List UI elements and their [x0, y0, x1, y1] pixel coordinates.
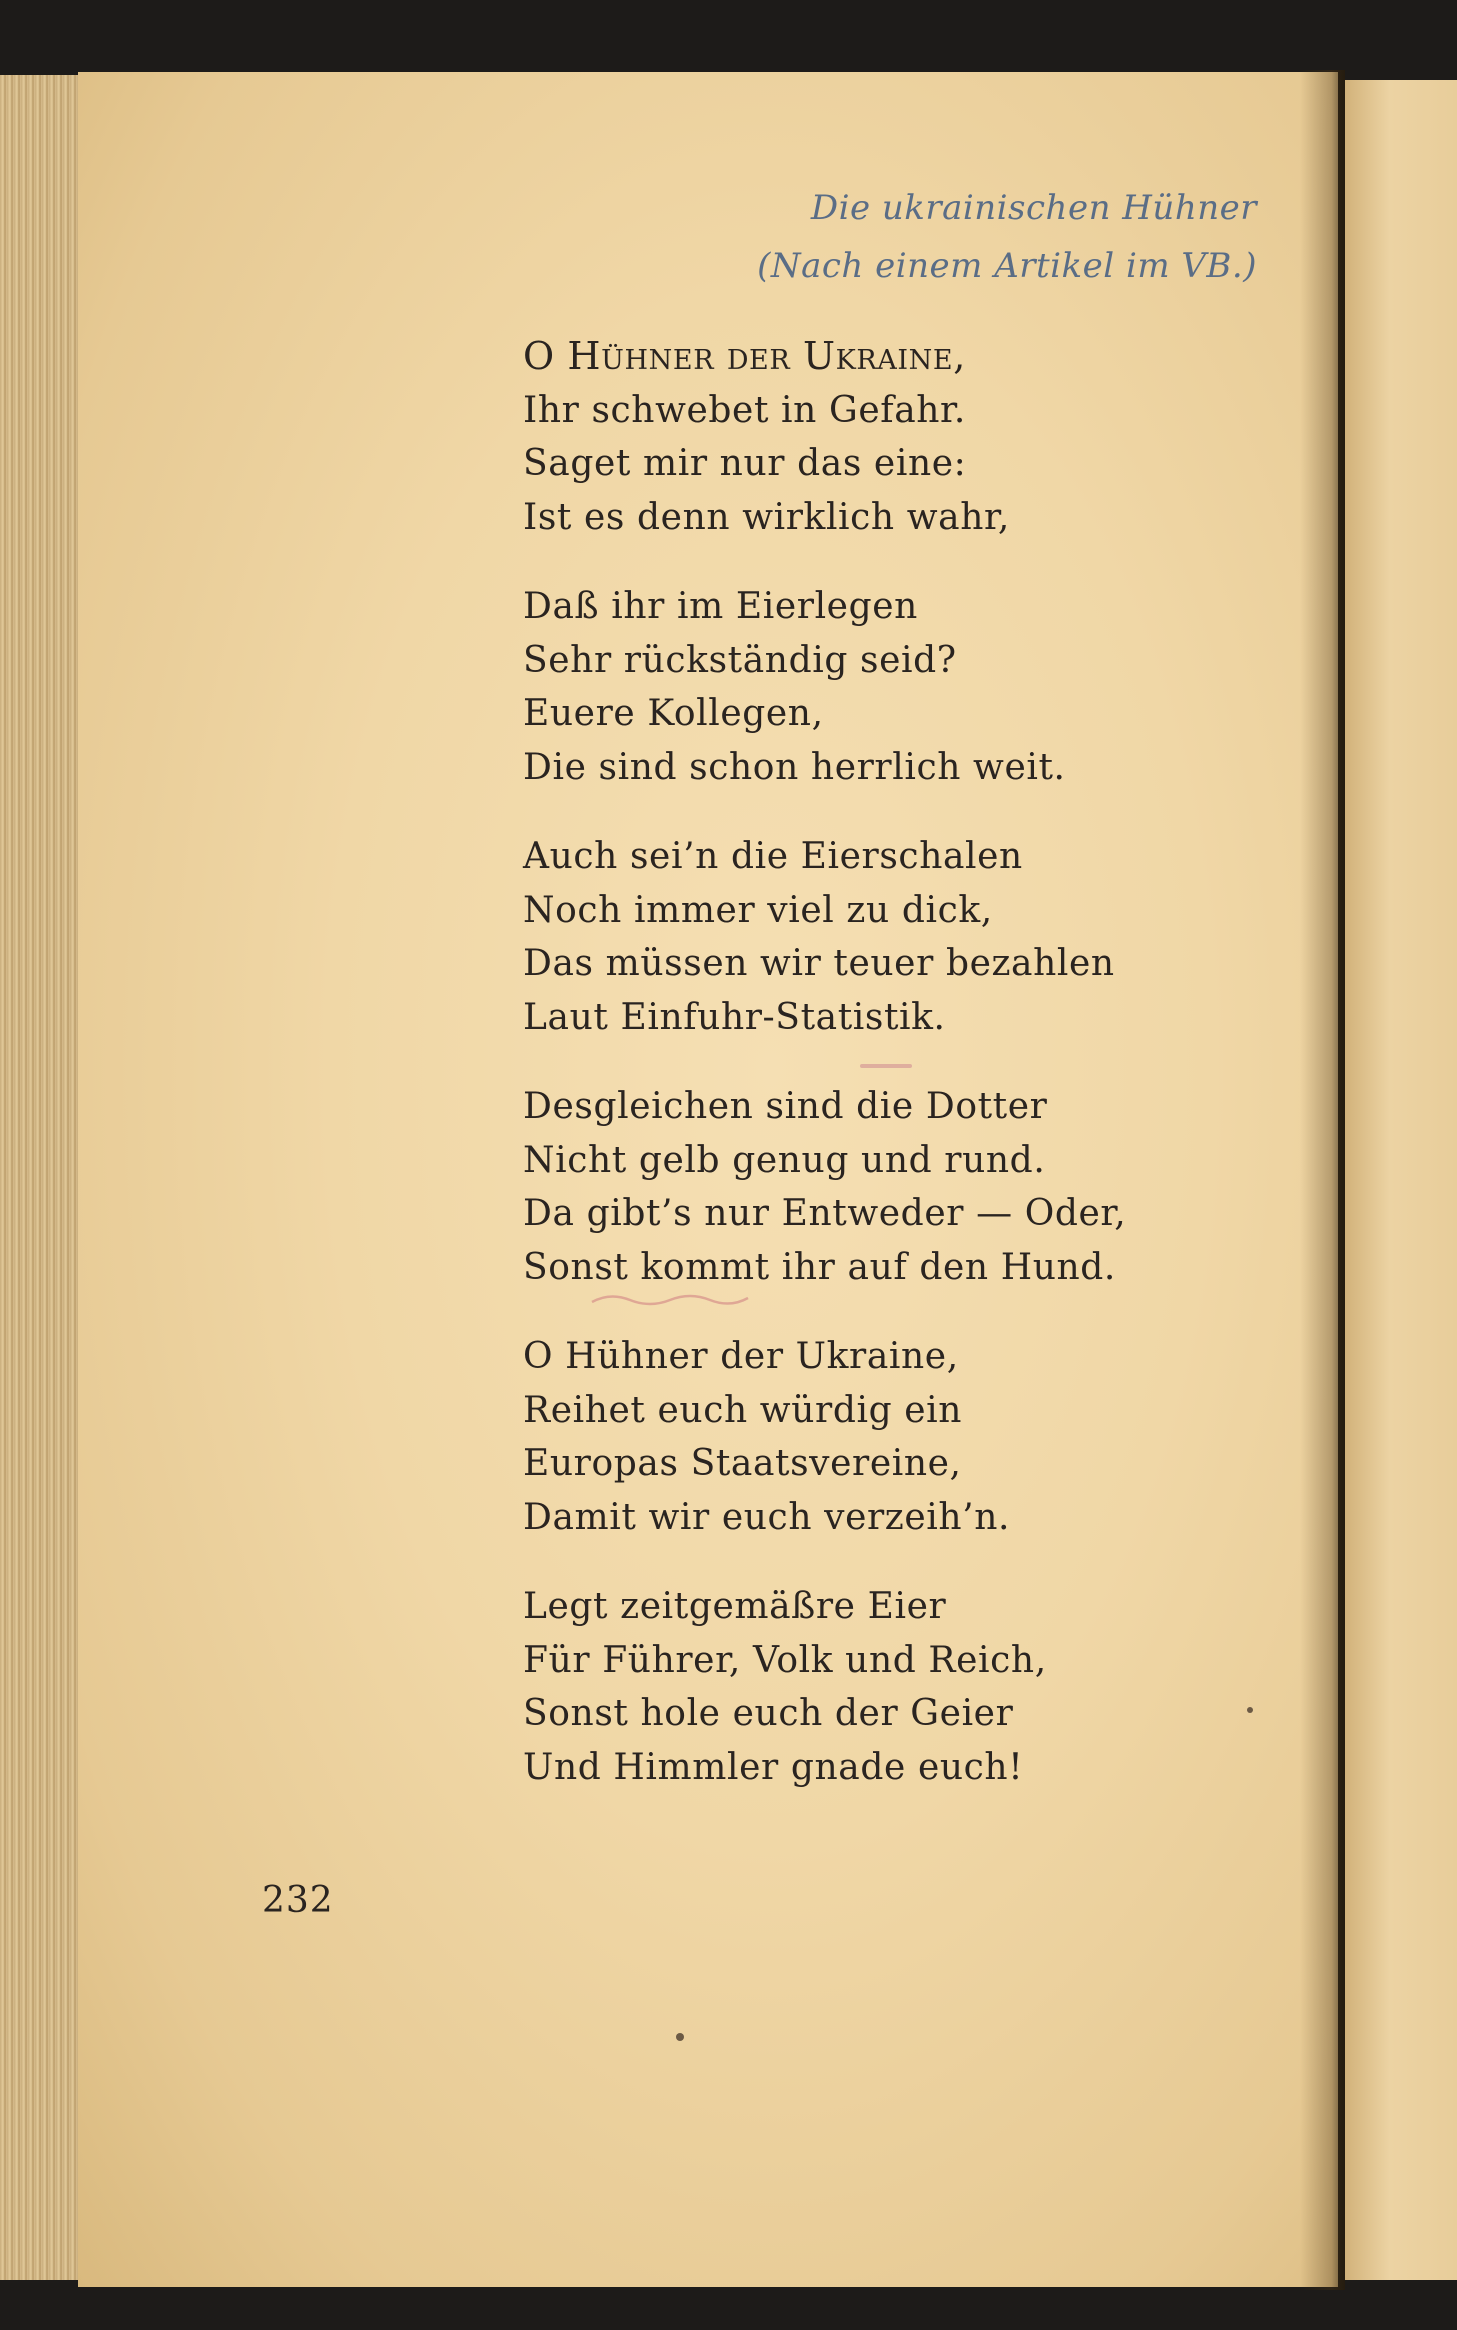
poem-line: Sehr rückständig seid? — [523, 639, 957, 681]
stanza — [523, 1580, 1126, 1794]
poem-line: Reihet euch würdig ein — [523, 1389, 963, 1431]
poem-line: Ist es denn wirklich wahr, — [523, 496, 1010, 538]
poem — [523, 330, 1126, 1830]
poem-line: Auch sei’n die Eierschalen — [523, 836, 1023, 877]
poem-line: Das müssen wir teuer bezahlen — [523, 943, 1115, 984]
stanza — [523, 330, 1126, 544]
annotation-source: (Nach einem Artikel im VB.) — [757, 246, 1257, 286]
page-number: 232 — [262, 1880, 334, 1921]
poem-line: Sonst kommt ihr auf den Hund. — [523, 1246, 1116, 1288]
stanza — [523, 1330, 1126, 1544]
poem-line: Europas Staatsvereine, — [523, 1443, 962, 1484]
pencil-mark — [860, 1064, 912, 1068]
poem-line: Damit wir euch verzeih’n. — [523, 1496, 1011, 1538]
poem-line: Laut Einfuhr-Statistik. — [523, 996, 946, 1038]
stanza — [523, 830, 1126, 1044]
poem-line: Sonst hole euch der Geier — [523, 1693, 1014, 1734]
poem-line: O Hühner der Ukraine, — [523, 334, 966, 378]
poem-line: Legt zeitgemäßre Eier — [523, 1586, 947, 1627]
poem-line: Und Himmler gnade euch! — [523, 1746, 1024, 1788]
poem-line: Desgleichen sind die Dotter — [523, 1086, 1048, 1127]
pencil-underline — [590, 1290, 750, 1310]
poem-line: Saget mir nur das eine: — [523, 443, 967, 484]
poem-line: O Hühner der Ukraine, — [523, 1336, 959, 1377]
poem-line: Für Führer, Volk und Reich, — [523, 1639, 1047, 1681]
poem-line: Nicht gelb genug und rund. — [523, 1139, 1046, 1181]
facing-page-edge — [1345, 80, 1457, 2280]
poem-line: Die sind schon herrlich weit. — [523, 746, 1066, 788]
poem-line: Daß ihr im Eierlegen — [523, 586, 918, 627]
poem-line: Da gibt’s nur Entweder — Oder, — [523, 1193, 1127, 1234]
paper-speck — [1247, 1707, 1253, 1713]
book-page-edges — [0, 75, 80, 2280]
stanza — [523, 1080, 1126, 1294]
poem-line: Ihr schwebet in Gefahr. — [523, 389, 966, 431]
poem-line: Euere Kollegen, — [523, 693, 824, 734]
poem-line: Noch immer viel zu dick, — [523, 889, 993, 931]
paper-speck — [676, 2033, 684, 2041]
stanza — [523, 580, 1126, 794]
book-gutter — [1300, 70, 1345, 2290]
annotation-title: Die ukrainischen Hühner — [810, 188, 1257, 228]
